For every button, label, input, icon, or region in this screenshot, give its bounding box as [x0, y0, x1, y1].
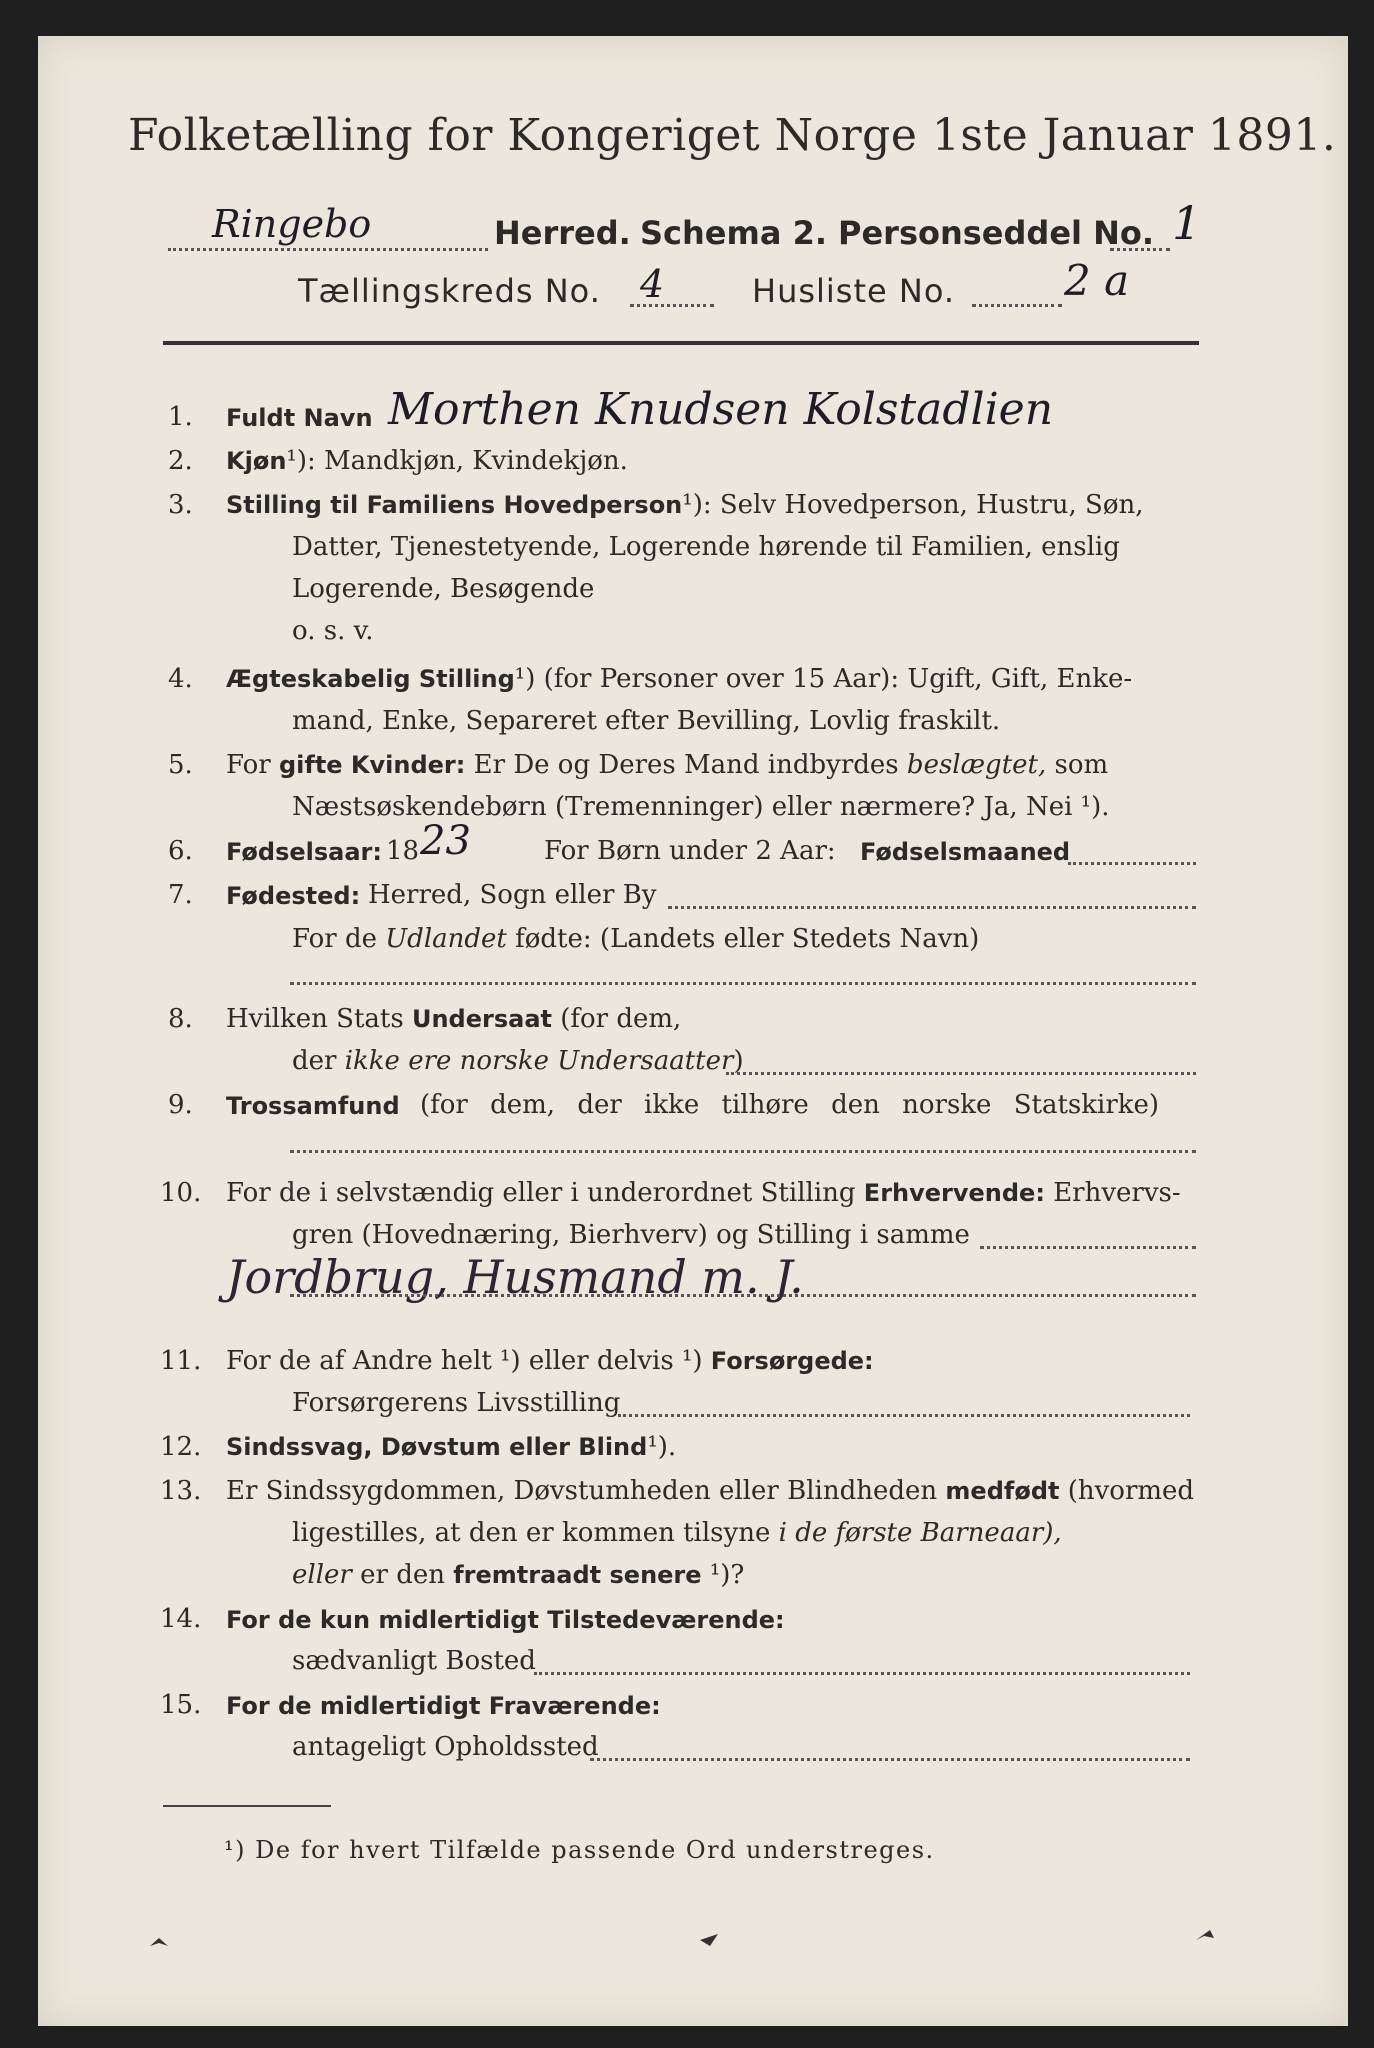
personseddel-value: 1 — [1172, 196, 1202, 250]
q4-options: ¹) (for Personer over 15 Aar): Ugift, Gift, Enke- — [514, 664, 1133, 694]
q4-line — [226, 664, 1132, 694]
q14-line2: sædvanligt Bosted — [292, 1646, 536, 1676]
q15-dots — [590, 1758, 1190, 1761]
q13-line — [226, 1476, 1194, 1506]
q8-line2 — [292, 1046, 744, 1076]
husliste-dots — [972, 304, 1062, 307]
q4-number: 4. — [168, 664, 193, 694]
q10-line2: gren (Hovednæring, Bierhverv) og Stilling i samme — [292, 1220, 970, 1250]
q5-prefix: For — [226, 750, 271, 780]
schema-label: Schema 2. — [640, 214, 827, 252]
full-name-value: Morthen Knudsen Kolstadlien — [388, 384, 1054, 435]
q6-label2: Fødselsmaaned — [860, 838, 1071, 866]
q8-dots — [726, 1072, 1196, 1075]
q10-dots — [980, 1246, 1196, 1249]
registration-mark-right — [1196, 1930, 1214, 1942]
q10-line — [226, 1178, 1181, 1208]
q9-label: Trossamfund — [226, 1092, 400, 1120]
q8-number: 8. — [168, 1004, 193, 1034]
q12-line — [226, 1432, 676, 1462]
q9-rest: (for dem, der ikke tilhøre den norske Statskirke) — [420, 1090, 1160, 1120]
footnote: ¹) De for hvert Tilfælde passende Ord understreges. — [224, 1836, 935, 1864]
q13-line3-c: ¹)? — [709, 1560, 745, 1590]
q7-dots2 — [290, 982, 1196, 985]
q5-label: gifte Kvinder: — [278, 751, 466, 779]
q13-line2-italic: i de første Barneaar), — [778, 1518, 1062, 1548]
q5-question: Er De og Deres Mand indbyrdes — [473, 750, 899, 780]
kreds-label: Tællingskreds No. — [298, 272, 601, 310]
q4-label: Ægteskabelig Stilling — [226, 665, 515, 693]
q12-label: Sindssvag, Døvstum eller Blind — [226, 1433, 648, 1461]
q8-line2-b: ) — [733, 1046, 744, 1076]
q7-line2 — [292, 924, 979, 954]
q7-number: 7. — [168, 880, 193, 910]
q5-line — [226, 750, 1108, 780]
q6-number: 6. — [168, 836, 193, 866]
q1-number: 1. — [168, 402, 193, 432]
q6-rest: For Børn under 2 Aar: — [544, 836, 836, 866]
q13-line2-a: ligestilles, at den er kommen tilsyne — [292, 1518, 771, 1548]
q3-number: 3. — [168, 490, 193, 520]
q11-prefix: For de af Andre helt ¹) eller delvis ¹) — [226, 1346, 703, 1376]
q3-label: Stilling til Familiens Hovedperson — [226, 491, 683, 519]
q13-label: medfødt — [945, 1477, 1060, 1505]
q9-number: 9. — [168, 1090, 193, 1120]
q14-dots — [534, 1672, 1190, 1675]
q12-number: 12. — [160, 1432, 202, 1462]
personseddel-dots — [1110, 248, 1170, 251]
q13-line3-bold: fremtraadt senere — [453, 1561, 702, 1589]
q10-number: 10. — [160, 1178, 202, 1208]
q14-number: 14. — [160, 1604, 202, 1634]
q13-rest: (hvormed — [1067, 1476, 1195, 1506]
personseddel-label: Personseddel No. — [838, 214, 1155, 252]
q8-prefix: Hvilken Stats — [226, 1004, 404, 1034]
q11-dots — [618, 1414, 1190, 1417]
q14-label: For de kun midlertidigt Tilstedeværende: — [226, 1606, 785, 1634]
q7-dots — [668, 906, 1196, 909]
q8-line2-italic: ikke ere norske Undersaatter — [344, 1046, 734, 1076]
herred-value: Ringebo — [212, 202, 372, 246]
q6-dots — [1068, 862, 1196, 865]
q11-line2: Forsørgerens Livsstilling — [292, 1388, 621, 1418]
q5-end: som — [1054, 750, 1109, 780]
registration-mark-center — [700, 1934, 718, 1946]
q2-line — [226, 446, 628, 476]
q8-rest: (for dem, — [560, 1004, 682, 1034]
form-title: Folketælling for Kongeriget Norge 1ste Januar 1891. — [128, 110, 1337, 161]
q9-dots — [290, 1150, 1196, 1153]
q10-dots2 — [290, 1294, 1196, 1297]
q13-number: 13. — [160, 1476, 202, 1506]
q3-line2: Datter, Tjenestetyende, Logerende hørende til Familien, enslig — [292, 532, 1120, 562]
q15-number: 15. — [160, 1690, 202, 1720]
q12-rest: ¹). — [647, 1432, 677, 1462]
q2-number: 2. — [168, 446, 193, 476]
q13-prefix: Er Sindssygdommen, Døvstumheden eller Blindheden — [226, 1476, 938, 1506]
q7-line2-b: fødte: (Landets eller Stedets Navn) — [515, 924, 980, 954]
q4-line2: mand, Enke, Separeret efter Bevilling, Lovlig fraskilt. — [292, 706, 1001, 736]
q15-label: For de midlertidigt Fraværende: — [226, 1692, 661, 1720]
q3-line3: Logerende, Besøgende — [292, 574, 595, 604]
q7-label: Fødested: — [226, 882, 361, 910]
q7-line2-a: For de — [292, 924, 377, 954]
q10-rest: Erhvervs- — [1053, 1178, 1181, 1208]
q13-line3-italic: eller — [292, 1560, 352, 1590]
herred-label: Herred. — [494, 214, 631, 252]
q10-prefix: For de i selvstændig eller i underordnet Stilling — [226, 1178, 856, 1208]
q3-line4: o. s. v. — [292, 616, 374, 646]
q7-rest: Herred, Sogn eller By — [368, 880, 657, 910]
q13-line3 — [292, 1560, 744, 1590]
occupation-value: Jordbrug, Husmand m. J. — [226, 1250, 804, 1304]
husliste-label: Husliste No. — [752, 272, 955, 310]
q6-prefix: 18 — [386, 836, 420, 866]
q5-line2: Næstsøskendebørn (Tremenninger) eller nærmere? Ja, Nei ¹). — [292, 792, 1110, 822]
q1-label: Fuldt Navn — [226, 404, 373, 432]
q2-options: ¹): Mandkjøn, Kvindekjøn. — [286, 446, 628, 476]
q5-italic: beslægtet, — [906, 750, 1047, 780]
husliste-value: 2 a — [1064, 256, 1130, 305]
q11-line — [226, 1346, 874, 1376]
registration-mark-left — [150, 1936, 168, 1948]
q11-number: 11. — [160, 1346, 202, 1376]
q13-line2 — [292, 1518, 1062, 1548]
header-rule — [163, 341, 1199, 345]
q6-label: Fødselsaar: — [226, 838, 382, 866]
q3-line — [226, 490, 1144, 520]
q5-number: 5. — [168, 750, 193, 780]
q8-label: Undersaat — [411, 1005, 552, 1033]
q13-line3-a: er den — [360, 1560, 445, 1590]
q7-line2-italic: Udlandet — [385, 924, 507, 954]
q8-line — [226, 1004, 681, 1034]
birth-year-value: 23 — [420, 818, 471, 864]
footnote-rule — [163, 1805, 331, 1807]
herred-dots — [168, 248, 488, 251]
q11-label: Forsørgede: — [710, 1347, 874, 1375]
q2-label: Kjøn — [226, 447, 287, 475]
q8-line2-a: der — [292, 1046, 337, 1076]
kreds-value: 4 — [640, 262, 665, 306]
q15-line2: antageligt Opholdssted — [292, 1732, 599, 1762]
q3-options: ¹): Selv Hovedperson, Hustru, Søn, — [682, 490, 1144, 520]
q10-label: Erhvervende: — [863, 1179, 1045, 1207]
kreds-dots — [630, 304, 714, 307]
